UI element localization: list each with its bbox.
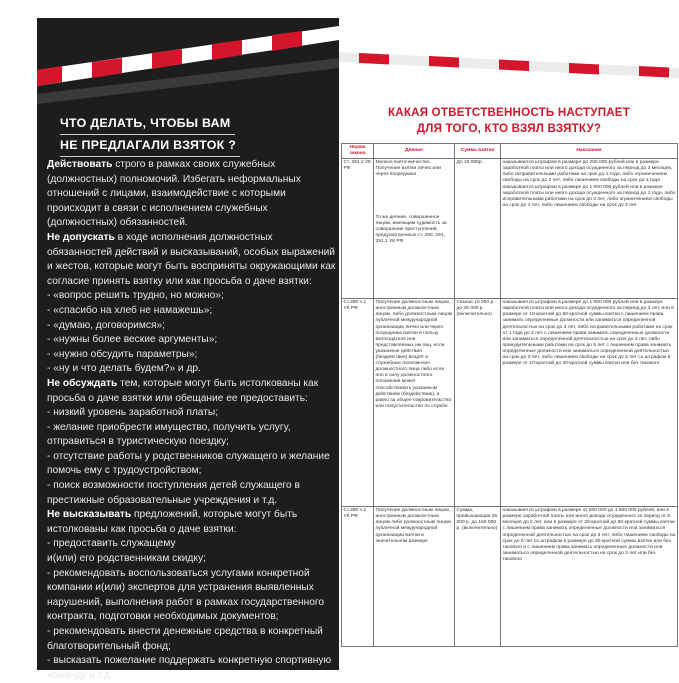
right-title-line-1: КАКАЯ ОТВЕТСТВЕННОСТЬ НАСТУПАЕТ <box>387 106 631 119</box>
paragraph-do-not-say-keyword: Не высказывать <box>47 509 132 521</box>
table-header-row <box>342 144 678 159</box>
left-title <box>52 113 332 157</box>
list-item: - «вопрос решить трудно, но можно»; <box>47 290 224 302</box>
cell-sum: Свыше 10 000 р. до 25 000 р. (включительно) <box>455 299 501 507</box>
list-item: - «спасибо на хлеб не намажешь»; <box>47 304 213 316</box>
cell-act: Мелкое взяточничество. Получение взятки лично или через посредника То же деяние, совершенное лицом, имеющим судимость за совершение преступлений, предусмотренных ст. 290, 291, 291.1 УК РФ <box>374 159 455 299</box>
cell-norm: Ст.290 ч.2 УК РФ <box>342 507 374 647</box>
list-item: - отсутствие работы у родственников служащего и желание помочь ему с трудоустройством; <box>47 450 330 477</box>
left-title-line-2: НЕ ПРЕДЛАГАЛИ ВЗЯТОК ? <box>60 135 240 157</box>
list-item: - поиск возможности поступления детей служащего в престижные образовательные учреждения и т.д. <box>47 480 300 506</box>
advice-text <box>47 158 339 683</box>
list-item: и(или) его родственникам скидку; <box>47 553 206 565</box>
column-header-sum: Сумма взятки <box>455 144 501 159</box>
penalty-table <box>341 143 678 647</box>
list-item: - рекомендовать внести денежные средства в конкретный благотворительный фонд; <box>47 626 323 652</box>
warning-tape-graphic-right <box>339 42 679 92</box>
cell-penalty: наказывается штрафом в размере до 1 000 000 рублей или в размере заработной платы или иного дохода осужденного за период до 2 лет, или в размере от 10-кратной до 50-кратной суммы взятки с лишением права занимать определенные должности или заниматься определенной деятельностью на срок до 3 лет, либо исправительными работами на срок от 1 года до 2 лет с лишением права занимать определенные должности или заниматься определенной деятельностью на срок до 3 лет, либо принудительными работами на срок до 5 лет с лишением права занимать определенные должности или заниматься определенной деятельностью на срок до 3 лет, либо лишением свободы на срок до 3 лет со штрафом в размере от 10-кратной до 20-кратной суммы взятки или без такового <box>501 299 678 507</box>
column-header-penalty: Наказание <box>501 144 678 159</box>
cell-penalty: наказывается штрафом в размере от 200 000 до 1 500 000 рублей, или в размере заработной платы или иного дохода осужденного за период от 6 месяцев до 2 лет, или в размере от 30-кратной до 60-кратной суммы взятки с лишением права занимать определенные должности или заниматься определенной деятельностью на срок до 3 лет, либо лишением свободы на срок до 6 лет со штрафом в размере до 30-кратной суммы взятки или без такового и с лишением права занимать определенные должности или заниматься определенной деятельностью на срок до 3 лет или без такового <box>501 507 678 647</box>
left-title-line-1: ЧТО ДЕЛАТЬ, ЧТОБЫ ВАМ <box>60 113 235 135</box>
paragraph-do-not-allow-keyword: Не допускать <box>47 231 115 243</box>
paragraph-do-not-say-text: предложений, которые могут быть истолкованы как просьба о даче взятки: <box>47 509 298 535</box>
table-row <box>342 159 678 299</box>
cell-sum: Сумма, превышающая 25 000 р. до 150 000 р. (включительно) <box>455 507 501 647</box>
paragraph-do-not-say <box>47 508 339 537</box>
paragraph-do-not-allow <box>47 231 339 289</box>
list-item: - «нужно обсудить параметры»; <box>47 348 198 360</box>
paragraph-act-keyword: Действовать <box>47 159 113 170</box>
paragraph-do-not-discuss-text: тем, которые могут быть истолкованы как просьба о даче взятки или обещание ее предоставить: <box>47 377 319 404</box>
right-title-line-2: ДЛЯ ТОГО, КТО ВЗЯЛ ВЗЯТКУ? <box>416 122 602 135</box>
table-row <box>342 507 678 647</box>
list-item: - низкий уровень заработной платы; <box>47 407 219 419</box>
paragraph-do-not-discuss-keyword: Не обсуждать <box>47 377 118 389</box>
list-item: - предоставить служащему <box>47 538 176 550</box>
list-item: - высказать пожелание поддержать конкретную спортивную команду и т.д. <box>47 655 332 681</box>
cell-sum: До 10 000р. <box>455 159 501 299</box>
right-title <box>339 105 679 137</box>
column-header-norm: Норма закона <box>342 144 374 159</box>
column-header-act: Деяние <box>374 144 455 159</box>
list-item: - «нужны более веские аргументы»; <box>47 334 218 346</box>
cell-act: Получение должностным лицом, иностранным должностным лицом, либо должностным лицом публичной международной организации лично или через посредника взятки в пользу взяткодателя или представляемых им лиц, если указанные действия (бездействие) входят в служебные полномочия должностного лица либо если оно в силу должностного положения может способствовать указанным действиям (бездействию), а равно за общее покровительство или попустительство по службе <box>374 299 455 507</box>
list-item: - рекомендовать воспользоваться услугами конкретной компании и(или) экспертов для устранения выявленных нарушений, выполнения работ в рамках государственного контракта, подготовки необходимых документов; <box>47 567 325 623</box>
paragraph-act-text: строго в рамках своих служебных (должностных) полномочий. Избегать неформальных отношений с лицами, взаимодействие с которыми происходит в связи с исполнением служебных (должностных) обязанностей. <box>47 159 301 229</box>
table-row <box>342 299 678 507</box>
cell-norm: Ст. 291.2 УК РФ <box>342 159 374 299</box>
cell-norm: Ст.290 ч.1 УК РФ <box>342 299 374 507</box>
cell-penalty: наказывается штрафом в размере до 200 000 рублей или в размере заработной платы или иного дохода осужденного за период до 3 месяцев, либо исправительными работами на срок до 1 года, либо ограничением свободы на срок до 2 лет, либо лишением свободы на срок до 1 года наказывается штрафом в размере до 1 000 000 рублей или в размере заработной платы или иного дохода осужденного за период до 1 года, либо исправительными работами на срок до 3 лет, либо ограничением свободы на срок до 4 лет, либо лишением свободы на срок до 3 лет <box>501 159 678 299</box>
list-item: - «ну и что делать будем?» и др. <box>47 363 201 375</box>
paragraph-act <box>47 158 339 231</box>
paragraph-do-not-discuss <box>47 377 339 406</box>
cell-act: Получение должностным лицом, иностранным должностным лицом либо должностным лицом публичной международной организации взятки в значительном размере <box>374 507 455 647</box>
list-item: - «думаю, договоримся»; <box>47 319 165 331</box>
list-item: - желание приобрести имущество, получить услугу, отправиться в туристическую поездку; <box>47 421 291 448</box>
left-panel <box>37 18 339 681</box>
paragraph-do-not-allow-text: в ходе исполнения должностных обязанностей действий и высказываний, особых выражений и жестов, которые могут быть восприняты окружающими как согласие принять взятку или как просьба о даче взятки: <box>47 231 336 287</box>
